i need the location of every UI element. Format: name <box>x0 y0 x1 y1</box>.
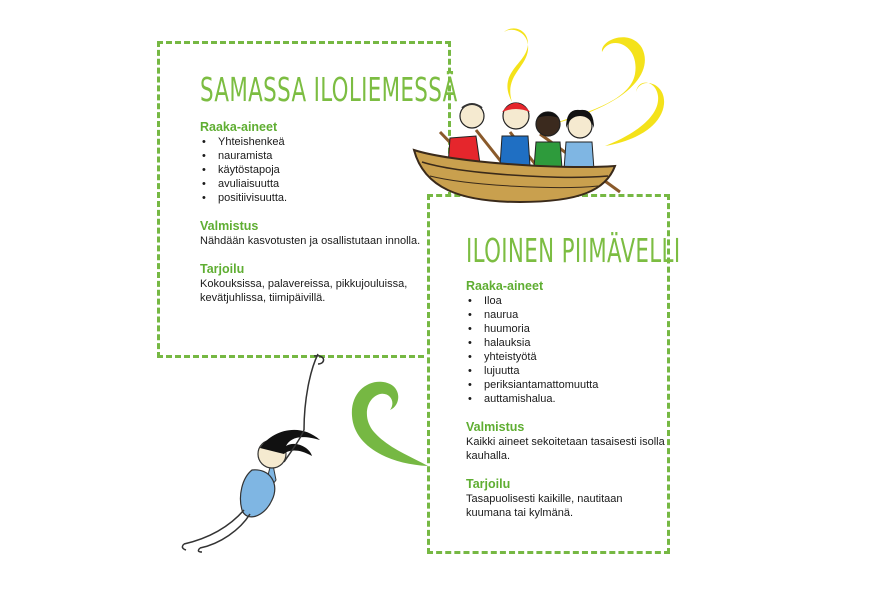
list-item: • lujuutta <box>466 364 666 378</box>
card2-serving-text: Tasapuolisesti kaikille, nautitaan kuumana tai kylmänä. <box>466 493 623 519</box>
card1-title: SAMASSA ILOLIEMESSÄ <box>200 70 458 109</box>
list-item: • halauksia <box>466 336 666 350</box>
card2-ingredients-list <box>466 294 666 406</box>
card2-content <box>466 279 666 534</box>
card1-ingredients-section <box>200 120 440 205</box>
list-item: • positiivisuutta. <box>200 191 440 205</box>
list-item: • nauramista <box>200 149 440 163</box>
list-item: • käytöstapoja <box>200 163 440 177</box>
card2-method-text: Kaikki aineet sekoitetaan tasaisesti isolla kauhalla. <box>466 436 665 462</box>
card2-serving-section <box>466 477 666 520</box>
card1-method-text: Nähdään kasvotusten ja osallistutaan innolla. <box>200 235 421 247</box>
flying-girl-illustration <box>180 350 330 555</box>
recipe-card-samassa-iloliemessa <box>157 41 458 358</box>
card1-method-section <box>200 219 440 248</box>
card1-method-heading: Valmistus <box>200 219 259 233</box>
list-item: • Iloa <box>466 294 666 308</box>
card2-serving-heading: Tarjoilu <box>466 477 511 491</box>
card2-title: ILOINEN PIIMÄVELLI <box>466 231 681 270</box>
list-item: • auttamishalua. <box>466 392 666 406</box>
boat-with-rowers-illustration <box>410 92 625 204</box>
card1-serving-text: Kokouksissa, palavereissa, pikkujouluissa, kevätjuhlissa, tiimipäivillä. <box>200 278 408 304</box>
list-item: • naurua <box>466 308 666 322</box>
list-item: • Yhteishenkeä <box>200 135 440 149</box>
card2-method-heading: Valmistus <box>466 420 525 434</box>
card1-serving-section <box>200 262 440 305</box>
card1-content <box>200 120 440 319</box>
card1-serving-heading: Tarjoilu <box>200 262 245 276</box>
card1-ingredients-heading: Raaka-aineet <box>200 120 278 134</box>
green-swirl-illustration <box>348 370 430 470</box>
recipe-card-iloinen-piimavelli <box>427 194 681 554</box>
list-item: • huumoria <box>466 322 666 336</box>
card2-ingredients-heading: Raaka-aineet <box>466 279 544 293</box>
card2-ingredients-section <box>466 279 666 406</box>
list-item: • periksiantamattomuutta <box>466 378 666 392</box>
card2-method-section <box>466 420 666 463</box>
list-item: • avuliaisuutta <box>200 177 440 191</box>
card1-ingredients-list <box>200 135 440 205</box>
list-item: • yhteistyötä <box>466 350 666 364</box>
